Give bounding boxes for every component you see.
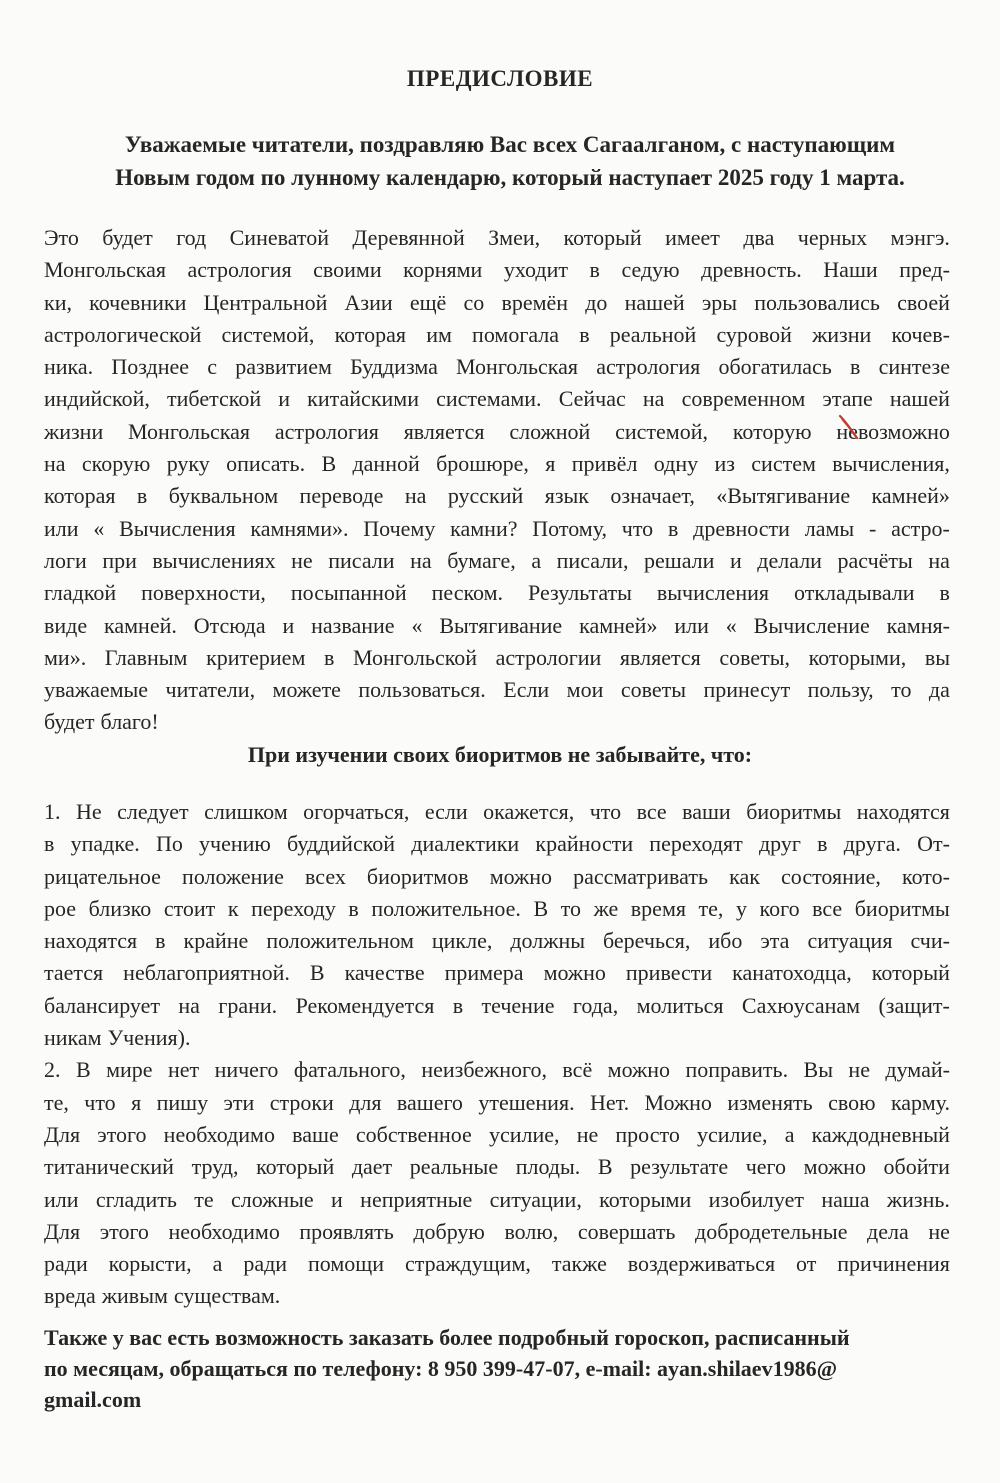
greeting-line: Новым годом по лунному календарю, который наступает 2025 году 1 марта. xyxy=(115,165,905,190)
text-line: Для этого необходимо ваше собственное усилие, не просто усилие, а каждодневный xyxy=(44,1121,950,1147)
biorhythm-subheading: При изучении своих биоритмов не забывайте, что: xyxy=(247,742,753,767)
pen-mark-icon xyxy=(838,414,860,440)
text-line: те, что я пишу эти строки для вашего утешения. Нет. Можно изменять свою карму. xyxy=(44,1089,950,1115)
text-line: ради корысти, а ради помощи страждущим, также воздерживаться от причинения xyxy=(44,1251,950,1277)
text-line: Для этого необходимо проявлять добрую волю, совершать добродетельные дела не xyxy=(44,1218,950,1244)
text-line: титанический труд, который дает реальные плоды. В результате чего можно обойти xyxy=(44,1154,950,1180)
text-line: находятся в крайне положительном цикле, должны беречься, ибо эта ситуация счи- xyxy=(44,928,950,954)
text-line: жизни Монгольская астрология является сложной системой, которую невозможно xyxy=(44,418,950,444)
text-line: рое близко стоит к переходу в положительное. В то же время те, у кого все биоритмы xyxy=(44,895,950,921)
text-line: Это будет год Синеватой Деревянной Змеи, который имеет два черных мэнгэ. xyxy=(44,225,950,250)
text-line: балансирует на грани. Рекомендуется в течение года, молиться Сахюусанам (защит- xyxy=(44,992,950,1018)
contact-line: Также у вас есть возможность заказать более подробный гороскоп, расписанный xyxy=(44,1325,850,1350)
text-line: вреда живым существам. xyxy=(44,1283,281,1309)
text-line: 2. В мире нет ничего фатального, неизбежного, всё можно поправить. Вы не думай- xyxy=(44,1057,950,1083)
text-line: астрологической системой, которая им помогала в реальной суровой жизни кочев- xyxy=(44,321,950,347)
text-line: ки, кочевники Центральной Азии ещё со времён до нашей эры пользовались своей xyxy=(44,289,950,315)
text-line: будет благо! xyxy=(44,709,159,735)
text-line: на скорую руку описать. В данной брошюре, я привёл одну из систем вычисления, xyxy=(44,451,950,477)
contact-block xyxy=(44,1322,946,1415)
text-line: Монгольская астрология своими корнями уходит в седую древность. Наши пред- xyxy=(44,257,950,283)
contact-line: по месяцам, обращаться по телефону: 8 950 399-47-07, e-mail: ayan.shilaev1986@ xyxy=(44,1356,838,1381)
greeting-heading xyxy=(40,128,980,194)
text-line: 1. Не следует слишком огорчаться, если окажется, что все ваши биоритмы находятся xyxy=(44,799,950,824)
text-line: индийской, тибетской и китайскими системами. Сейчас на современном этапе нашей xyxy=(44,386,950,412)
greeting-line: Уважаемые читатели, поздравляю Вас всех Сагаалганом, с наступающим xyxy=(124,132,896,157)
text-line: тается неблагоприятной. В качестве примера можно привести канатоходца, который xyxy=(44,960,950,986)
text-line: в упадке. По учению буддийской диалектики крайности переходят друг в друга. От- xyxy=(44,831,950,857)
text-line: рицательное положение всех биоритмов можно рассматривать как состояние, кото- xyxy=(44,863,950,889)
text-line: или « Вычисления камнями». Почему камни? Потому, что в древности ламы - астро- xyxy=(44,515,950,541)
text-line: виде камней. Отсюда и название « Вытягивание камней» или « Вычисление камня- xyxy=(44,612,950,638)
text-line: гладкой поверхности, посыпанной песком. Результаты вычисления откладывали в xyxy=(44,580,950,606)
preface-paragraph xyxy=(44,222,950,739)
biorhythm-notes xyxy=(44,796,950,1313)
text-line: которая в буквальном переводе на русский язык означает, «Вытягивание камней» xyxy=(44,483,950,509)
contact-line: gmail.com xyxy=(44,1387,142,1412)
text-line: ника. Позднее с развитием Буддизма Монгольская астрология обогатилась в синтезе xyxy=(44,354,950,380)
page-title: ПРЕДИСЛОВИЕ xyxy=(406,66,594,91)
text-line: или сгладить те сложные и неприятные ситуации, которыми изобилует наша жизнь. xyxy=(44,1186,950,1212)
text-line: логи при вычислениях не писали на бумаге, а писали, решали и делали расчёты на xyxy=(44,547,950,573)
text-line: никам Учения). xyxy=(44,1025,191,1051)
text-line: ми». Главным критерием в Монгольской астрологии является советы, которыми, вы xyxy=(44,644,950,670)
text-line: уважаемые читатели, можете пользоваться. Если мои советы принесут пользу, то да xyxy=(44,677,950,703)
